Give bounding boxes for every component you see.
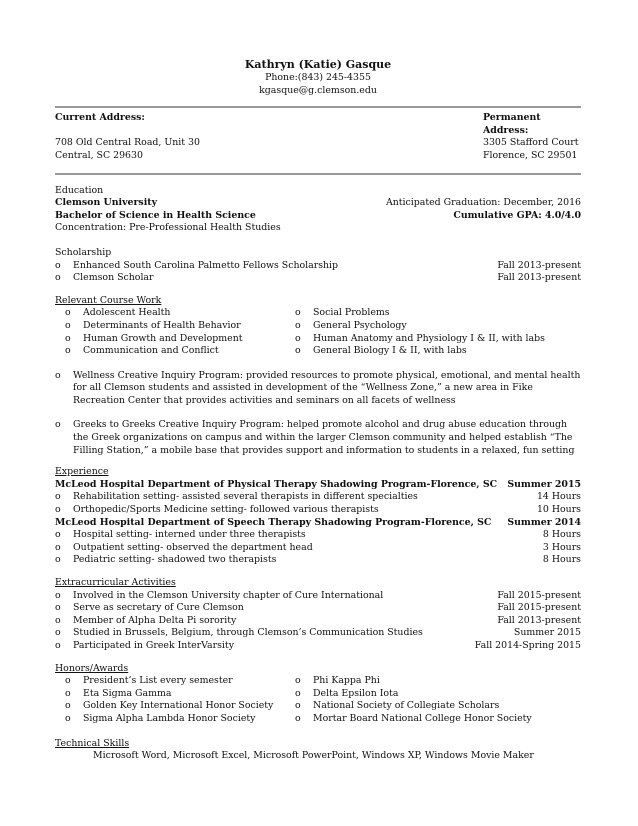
bullet-icon: o <box>55 369 61 381</box>
graduation-date: Anticipated Graduation: December, 2016 <box>385 197 581 209</box>
phone: Phone:(843) 245-4355 <box>265 72 371 83</box>
job-item: Rehabilitation setting- assisted several therapists in different specialties <box>73 491 418 503</box>
course-item: Determinants of Health Behavior <box>83 319 241 331</box>
section-heading: Technical Skills <box>55 737 130 749</box>
bullet-icon: o <box>65 345 71 357</box>
honor-item: Sigma Alpha Lambda Honor Society <box>83 712 256 724</box>
bullet-icon: o <box>55 639 61 651</box>
activity-label: Participated in Greek InterVarsity <box>73 639 234 651</box>
list-item <box>55 602 581 615</box>
section-heading: Extracurricular Activities <box>55 577 176 588</box>
bullet-icon: o <box>55 491 61 503</box>
skills-section <box>55 738 581 763</box>
bullet-icon: o <box>65 687 71 699</box>
bullet-icon: o <box>55 529 61 541</box>
address-block <box>55 112 581 162</box>
list-item <box>55 590 581 603</box>
degree: Bachelor of Science in Health Science <box>55 209 256 221</box>
bullet-icon: o <box>295 700 301 712</box>
honors-section <box>55 663 581 726</box>
job-item: Pediatric setting- shadowed two therapists <box>73 554 277 566</box>
bullet-icon: o <box>55 554 61 566</box>
list-item <box>55 272 581 285</box>
resume-page <box>55 57 581 763</box>
bullet-icon: o <box>55 272 61 284</box>
experience-section <box>55 466 581 567</box>
job-date: Summer 2015 <box>507 478 581 490</box>
permanent-address-line2: Florence, SC 29501 <box>483 149 578 161</box>
extracurricular-section <box>55 577 581 653</box>
program-text: Wellness Creative Inquiry Program: provided resources to promote physical, emotional, and mental health for all Clemson students and assisted in development of the “Wellness Zone,” a new area in Fike Recreation Center that provides activities and seminars on all facets of wellness <box>73 369 581 406</box>
permanent-address-label: Permanent Address: <box>483 112 541 136</box>
current-address-line2: Central, SC 29630 <box>55 149 143 161</box>
bullet-icon: o <box>55 504 61 516</box>
section-heading: Education <box>55 184 104 196</box>
current-address-line1: 708 Old Central Road, Unit 30 <box>55 137 200 149</box>
bullet-icon: o <box>55 614 61 626</box>
divider <box>55 106 581 108</box>
bullet-icon: o <box>65 332 71 344</box>
honor-item: President’s List every semester <box>83 675 233 687</box>
bullet-icon: o <box>295 687 301 699</box>
honor-item: National Society of Collegiate Scholars <box>313 700 500 712</box>
scholarship-section <box>55 247 581 285</box>
bullet-icon: o <box>65 700 71 712</box>
activity-date: Fall 2015-present <box>497 602 581 614</box>
activity-label: Serve as secretary of Cure Clemson <box>73 602 244 614</box>
list-item <box>55 615 581 628</box>
bullet-icon: o <box>295 319 301 331</box>
coursework-section <box>55 295 581 458</box>
permanent-address-line1: 3305 Stafford Court <box>483 137 579 149</box>
bullet-icon: o <box>55 589 61 601</box>
bullet-icon: o <box>295 712 301 724</box>
program-text: Greeks to Greeks Creative Inquiry Program: helped promote alcohol and drug abuse education through the Greek organizations on campus and within the larger Clemson community and helped establish “The Filling Station,” a mobile base that provides support and information to students in a relaxed, fun setting <box>73 419 575 456</box>
list-item <box>55 529 581 542</box>
job-hours: 8 Hours <box>542 554 581 566</box>
job-date: Summer 2014 <box>507 516 581 528</box>
activity-date: Fall 2015-present <box>497 589 581 601</box>
section-heading: Experience <box>55 466 109 478</box>
activity-date: Summer 2015 <box>513 627 581 639</box>
job-hours: 10 Hours <box>536 504 581 516</box>
job-title: McLeod Hospital Department of Speech Therapy Shadowing Program-Florence, SC <box>55 516 492 528</box>
job-item: Orthopedic/Sports Medicine setting- followed various therapists <box>73 504 379 516</box>
course-item: Communication and Conflict <box>83 345 219 357</box>
job-item: Outpatient setting- observed the department head <box>73 541 313 553</box>
activity-date: Fall 2013-present <box>497 614 581 626</box>
list-item <box>55 627 581 640</box>
list-item <box>55 542 581 555</box>
list-item <box>55 640 581 653</box>
course-item: Human Anatomy and Physiology I & II, with labs <box>313 332 545 344</box>
bullet-icon: o <box>55 541 61 553</box>
scholarship-label: Enhanced South Carolina Palmetto Fellows Scholarship <box>73 259 339 271</box>
list-item <box>55 491 581 504</box>
bullet-icon: o <box>295 332 301 344</box>
school: Clemson University <box>55 197 158 209</box>
program-item <box>55 419 581 457</box>
section-heading: Relevant Course Work <box>55 294 162 306</box>
honor-item: Golden Key International Honor Society <box>83 700 274 712</box>
gpa: Cumulative GPA: 4.0/4.0 <box>453 209 581 221</box>
bullet-icon: o <box>295 307 301 319</box>
education-section <box>55 185 581 235</box>
bullet-icon: o <box>55 627 61 639</box>
job-item: Hospital setting- interned under three therapists <box>73 529 306 541</box>
scholarship-label: Clemson Scholar <box>73 272 154 284</box>
bullet-icon: o <box>65 675 71 687</box>
activity-label: Member of Alpha Delta Pi sorority <box>73 614 237 626</box>
section-heading: Scholarship <box>55 246 112 258</box>
bullet-icon: o <box>55 419 61 431</box>
activity-date: Fall 2014-Spring 2015 <box>474 639 581 651</box>
skills-text: Microsoft Word, Microsoft Excel, Microsoft PowerPoint, Windows XP, Windows Movie Maker <box>93 750 534 762</box>
divider <box>55 173 581 175</box>
honor-item: Mortar Board National College Honor Society <box>313 712 532 724</box>
course-item: Social Problems <box>313 307 390 319</box>
activity-label: Involved in the Clemson University chapter of Cure International <box>73 589 384 601</box>
current-address-label: Current Address: <box>55 112 145 124</box>
job-title: McLeod Hospital Department of Physical Therapy Shadowing Program-Florence, SC <box>55 478 498 490</box>
bullet-icon: o <box>295 675 301 687</box>
job-hours: 3 Hours <box>542 541 581 553</box>
job-hours: 14 Hours <box>536 491 581 503</box>
honor-item: Delta Epsilon Iota <box>313 687 399 699</box>
email: kgasque@g.clemson.edu <box>259 84 377 96</box>
scholarship-date: Fall 2013-present <box>497 272 581 284</box>
job-hours: 8 Hours <box>542 529 581 541</box>
honor-item: Eta Sigma Gamma <box>83 687 172 699</box>
course-item: Adolescent Health <box>83 307 171 319</box>
bullet-icon: o <box>295 345 301 357</box>
section-heading: Honors/Awards <box>55 662 129 674</box>
program-item <box>55 370 581 408</box>
course-item: General Psychology <box>313 319 407 331</box>
honor-item: Phi Kappa Phi <box>313 675 380 687</box>
activity-label: Studied in Brussels, Belgium, through Clemson’s Communication Studies <box>73 627 423 639</box>
concentration: Concentration: Pre-Professional Health Studies <box>55 222 281 234</box>
bullet-icon: o <box>55 602 61 614</box>
resume-name: Kathryn (Katie) Gasque <box>244 58 392 71</box>
course-item: Human Growth and Development <box>83 332 243 344</box>
list-item <box>55 504 581 517</box>
list-item <box>55 554 581 567</box>
bullet-icon: o <box>55 259 61 271</box>
list-item <box>55 260 581 273</box>
scholarship-date: Fall 2013-present <box>497 259 581 271</box>
bullet-icon: o <box>65 319 71 331</box>
bullet-icon: o <box>65 712 71 724</box>
course-item: General Biology I & II, with labs <box>313 345 467 357</box>
bullet-icon: o <box>65 307 71 319</box>
